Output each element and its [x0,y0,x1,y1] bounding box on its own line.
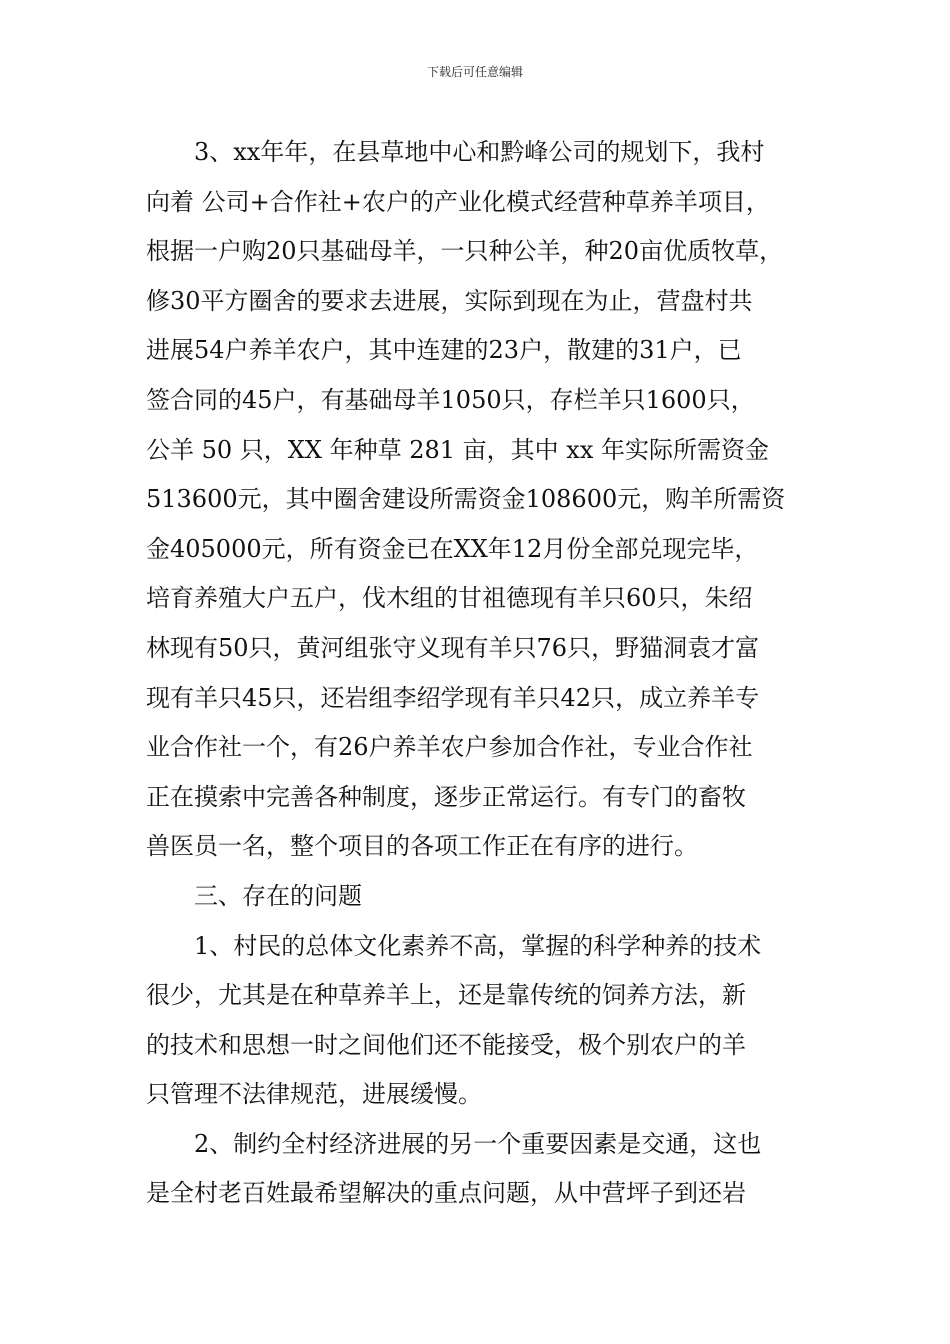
text-line: 培育养殖大户五户，伐木组的甘祖德现有羊只60只，朱绍 [146,584,753,613]
text-line: 2、制约全村经济进展的另一个重要因素是交通，这也 [194,1129,762,1158]
text-line: 1、村民的总体文化素养不高，掌握的科学种养的技术 [194,931,762,960]
text-line: 的技术和思想一时之间他们还不能接受，极个别农户的羊 [146,1030,746,1059]
text-line: 正在摸索中完善各种制度，逐步正常运行。有专门的畜牧 [146,782,746,811]
page-header: 下载后可任意编辑 [426,65,523,79]
text-line: 金405000元，所有资金已在XX年12月份全部兑现完毕， [146,534,759,563]
text-line: 只管理不法律规范，进展缓慢。 [146,1080,482,1109]
text-line: 签合同的45户，有基础母羊1050只，存栏羊只1600只， [146,385,755,414]
text-line: 业合作社一个，有26户养羊农户参加合作社，专业合作社 [146,733,753,762]
text-line: 很少，尤其是在种草养羊上，还是靠传统的饲养方法，新 [146,981,746,1010]
text-line: 513600元，其中圈舍建设所需资金108600元，购羊所需资 [146,485,786,514]
text-line: 修30平方圈舍的要求去进展，实际到现在为止，营盘村共 [146,286,753,315]
text-line: 林现有50只，黄河组张守义现有羊只76只，野猫洞袁才富 [146,633,760,662]
text-line: 是全村老百姓最希望解决的重点问题，从中营坪子到还岩 [146,1179,746,1208]
text-line: 现有羊只45只，还岩组李绍学现有羊只42只，成立养羊专 [146,683,760,712]
document-body [146,128,826,1219]
section-heading: 三、存在的问题 [194,881,362,910]
text-line: 根据一户购20只基础母羊，一只种公羊，种20亩优质牧草， [146,237,784,266]
text-line: 向着 公司+合作社+农户的产业化模式经营种草养羊项目， [146,187,770,216]
text-line: 公羊 50 只，XX 年种草 281 亩，其中 xx 年实际所需资金 [146,435,769,464]
text-line: 进展54户养羊农户，其中连建的23户，散建的31户，已 [146,336,742,365]
text-line: 兽医员一名，整个项目的各项工作正在有序的进行。 [146,832,698,861]
text-line: 3、xx年年，在县草地中心和黔峰公司的规划下，我村 [194,138,765,166]
